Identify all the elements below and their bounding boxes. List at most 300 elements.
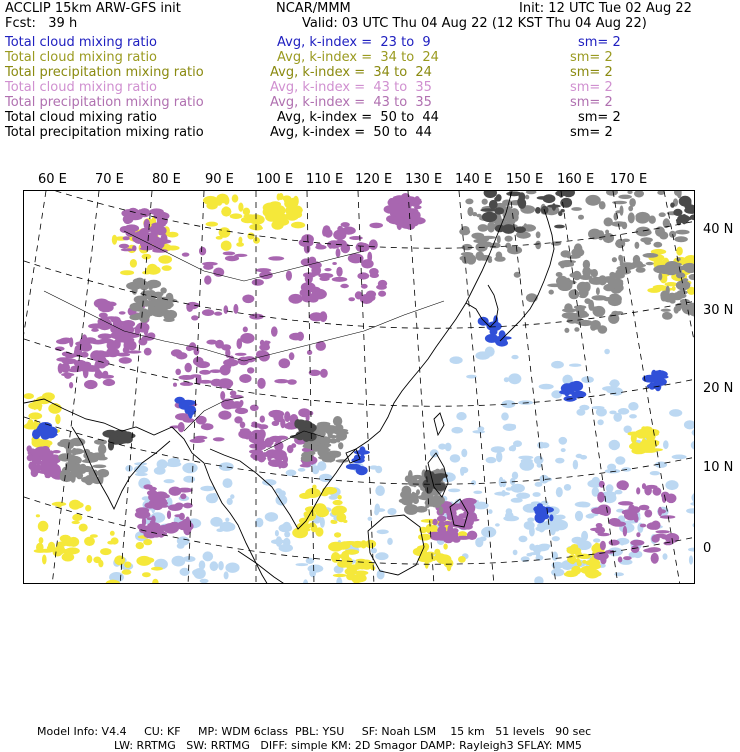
cloud-cell: [334, 532, 341, 537]
cloud-cell: [515, 226, 526, 233]
cloud-cell: [610, 387, 623, 395]
cloud-cell: [168, 504, 183, 511]
cloud-cell: [27, 455, 34, 462]
cloud-cell: [166, 232, 178, 238]
cloud-cell: [691, 440, 695, 450]
cloud-cell: [570, 381, 583, 391]
cloud-cell: [257, 378, 265, 389]
cloud-cell: [68, 369, 81, 373]
cloud-cell: [332, 262, 337, 265]
cloud-cell: [485, 347, 495, 357]
cloud-cell: [276, 436, 288, 440]
init-time: Init: 12 UTC Tue 02 Aug 22: [519, 1, 692, 16]
field-0-sm: sm= 2: [578, 35, 621, 50]
cloud-cell: [279, 524, 293, 532]
cloud-cell: [535, 207, 541, 214]
cloud-cell: [369, 465, 378, 469]
footer-resolution: 15 km: [450, 725, 485, 738]
cloud-cell: [655, 530, 670, 533]
cloud-cell: [322, 228, 327, 237]
cloud-cell: [676, 280, 691, 290]
cloud-cell: [653, 242, 662, 248]
cloud-cell: [26, 422, 33, 429]
cloud-cell: [534, 545, 549, 552]
cloud-cell: [56, 339, 69, 344]
lon-label: 110 E: [306, 172, 343, 187]
cloud-cell: [331, 520, 335, 524]
cloud-cell: [413, 493, 419, 501]
cloud-cell: [144, 348, 152, 356]
cloud-cell: [210, 517, 222, 527]
cloud-cell: [287, 379, 297, 385]
field-1-name: Total cloud mixing ratio: [5, 50, 157, 65]
cloud-cell: [387, 508, 396, 515]
cloud-cell: [166, 461, 181, 467]
cloud-cell: [596, 287, 600, 295]
meridian-line: [408, 191, 434, 584]
cloud-cell: [336, 577, 342, 584]
cloud-cell: [127, 350, 142, 353]
cloud-cell: [616, 269, 631, 275]
taiwan-coastline: [434, 413, 444, 435]
cloud-cell: [89, 469, 94, 477]
cloud-cell: [665, 533, 679, 543]
cloud-cell: [622, 239, 630, 242]
cloud-cell: [433, 491, 438, 495]
cloud-cell: [101, 354, 105, 361]
cloud-cell: [669, 409, 682, 417]
field-6-name: Total precipitation mixing ratio: [5, 125, 204, 140]
cloud-cell: [513, 550, 518, 556]
cloud-cell: [555, 458, 564, 464]
cloud-cell: [72, 521, 80, 524]
footer-cu: CU: KF: [144, 725, 180, 738]
cloud-cell: [526, 191, 537, 194]
cloud-cell: [647, 547, 661, 552]
cloud-cell: [525, 195, 529, 200]
cloud-cell: [676, 247, 683, 256]
cloud-cell: [621, 486, 627, 490]
cloud-cell: [590, 305, 595, 311]
cloud-cell: [299, 493, 312, 499]
cloud-cell: [337, 495, 341, 500]
cloud-cell: [608, 313, 619, 324]
cloud-cell: [235, 353, 247, 356]
cloud-cell: [511, 484, 525, 493]
cloud-cell: [156, 239, 171, 244]
cloud-cell: [497, 235, 501, 243]
cloud-cell: [361, 259, 374, 268]
cloud-cell: [692, 522, 695, 529]
cloud-cell: [620, 541, 624, 545]
cloud-cell: [628, 206, 633, 212]
cloud-cell: [689, 555, 693, 564]
cloud-cell: [606, 191, 618, 196]
lon-label: 60 E: [38, 172, 67, 187]
cloud-cell: [566, 547, 577, 550]
cloud-cell: [368, 517, 373, 521]
cloud-cell: [69, 382, 73, 388]
lon-label: 160 E: [557, 172, 594, 187]
cloud-cell: [225, 563, 239, 573]
cloud-cell: [333, 230, 346, 241]
cloud-cell: [577, 393, 586, 396]
cloud-cell: [333, 506, 347, 515]
cloud-cell: [291, 222, 305, 229]
cloud-cell: [535, 241, 541, 250]
cloud-cell: [148, 305, 155, 311]
cloud-cell: [79, 524, 88, 532]
cloud-cell: [559, 437, 568, 445]
cloud-cell: [336, 459, 349, 462]
cloud-cell: [119, 244, 129, 249]
cloud-cell: [351, 458, 364, 464]
lon-label: 140 E: [455, 172, 492, 187]
cloud-cell: [306, 558, 314, 564]
cloud-cell: [646, 262, 654, 265]
cloud-cell: [367, 252, 372, 263]
cloud-cell: [151, 516, 156, 524]
cloud-cell: [265, 512, 278, 522]
cloud-cell: [413, 547, 427, 556]
cloud-cell: [534, 576, 543, 584]
cloud-cell: [259, 344, 270, 351]
cloud-cell: [68, 466, 84, 471]
cloud-cell: [213, 437, 225, 441]
cloud-cell: [315, 527, 323, 536]
cloud-cell: [151, 567, 163, 571]
cloud-cell: [332, 277, 348, 282]
cloud-cell: [591, 269, 598, 277]
cloud-cell: [216, 194, 228, 204]
cloud-cell: [369, 239, 378, 250]
cloud-cell: [674, 306, 679, 314]
sumatra-coastline: [238, 551, 286, 584]
cloud-cell: [488, 509, 492, 514]
cloud-cell: [214, 312, 222, 316]
cloud-cell: [203, 264, 213, 270]
cloud-cell: [180, 568, 190, 576]
cloud-cell: [309, 261, 322, 269]
cloud-cell: [355, 291, 363, 299]
cloud-cell: [280, 418, 285, 428]
cloud-cell: [206, 340, 217, 345]
cloud-cell: [628, 432, 643, 436]
cloud-cell: [232, 194, 239, 202]
cloud-cell: [618, 255, 622, 261]
cloud-cell: [519, 192, 526, 201]
cloud-cell: [172, 556, 186, 567]
cloud-cell: [650, 471, 660, 475]
cloud-cell: [227, 498, 233, 505]
cloud-cell: [488, 258, 493, 263]
cloud-cell: [206, 493, 218, 503]
cloud-cell: [60, 365, 65, 368]
cloud-cell: [681, 304, 686, 311]
cloud-cell: [206, 222, 218, 227]
lat-label: 30 N: [703, 303, 733, 318]
cloud-cell: [653, 375, 668, 379]
field-1-sm: sm= 2: [570, 50, 613, 65]
cloud-cell: [569, 364, 581, 367]
cloud-cell: [336, 267, 342, 277]
cloud-cell: [609, 540, 620, 546]
cloud-cell: [100, 548, 111, 555]
cloud-cell: [672, 286, 676, 291]
cloud-cell: [484, 191, 497, 198]
cloud-cell: [250, 405, 259, 411]
cloud-cell: [147, 530, 154, 537]
cloud-cell: [135, 473, 148, 476]
cloud-cell: [534, 456, 544, 464]
cloud-cell: [604, 217, 613, 226]
cloud-cell: [238, 237, 242, 244]
footer-diff: DIFF: simple: [260, 739, 327, 752]
cloud-cell: [271, 539, 285, 544]
cloud-cell: [338, 428, 343, 431]
cloud-cell: [156, 501, 168, 507]
cloud-cell: [317, 446, 324, 449]
cloud-cell: [234, 254, 247, 257]
cloud-cell: [562, 308, 577, 312]
cloud-cell: [318, 273, 333, 278]
cloud-cell: [593, 538, 600, 542]
cloud-cell: [183, 476, 195, 483]
cloud-cell: [329, 495, 338, 500]
cloud-cell: [628, 212, 635, 223]
cloud-cell: [387, 538, 393, 545]
cloud-cell: [148, 487, 157, 491]
cloud-cell: [552, 536, 560, 541]
cloud-cell: [686, 508, 695, 513]
cloud-cell: [642, 483, 646, 489]
cloud-cell: [135, 511, 151, 519]
cloud-cell: [299, 238, 314, 247]
cloud-cell: [662, 312, 673, 320]
cloud-cell: [275, 463, 288, 466]
cloud-cell: [137, 524, 145, 530]
cloud-cell: [287, 445, 294, 453]
field-4-name: Total precipitation mixing ratio: [5, 95, 204, 110]
lon-label: 90 E: [205, 172, 234, 187]
cloud-cell: [690, 502, 695, 506]
cloud-cell: [130, 259, 137, 268]
cloud-cell: [505, 236, 513, 242]
cloud-cell: [252, 279, 264, 286]
cloud-cell: [143, 325, 148, 335]
cloud-cell: [682, 278, 688, 281]
cloud-cell: [221, 344, 231, 350]
cloud-cell: [328, 542, 343, 552]
cloud-cell: [496, 194, 502, 201]
cloud-cell: [171, 349, 182, 356]
cloud-cell: [344, 549, 359, 554]
cloud-cell: [152, 579, 158, 584]
cloud-cell: [341, 243, 351, 253]
cloud-cell: [185, 363, 192, 373]
cloud-cell: [651, 553, 659, 564]
cloud-cell: [641, 426, 646, 432]
cloud-cell: [120, 270, 134, 275]
footer-lw: LW: RRTMG: [114, 739, 176, 752]
cloud-cell: [188, 411, 192, 417]
cloud-cell: [459, 228, 470, 235]
cloud-cell: [597, 419, 603, 425]
cloud-cell: [143, 539, 152, 545]
cloud-cell: [502, 200, 512, 206]
cloud-cell: [235, 408, 248, 414]
cloud-cell: [157, 459, 168, 469]
cloud-cell: [52, 450, 60, 453]
cloud-cell: [279, 358, 291, 368]
cloud-cell: [462, 244, 473, 250]
footer-line-2: [107, 726, 582, 752]
cloud-cell: [600, 556, 606, 564]
footer-sw: SW: RRTMG: [186, 739, 250, 752]
cloud-cell: [218, 561, 224, 570]
cloud-cell: [38, 440, 52, 447]
cloud-cell: [199, 247, 206, 256]
cloud-cell: [134, 296, 148, 304]
cloud-cell: [179, 399, 183, 404]
cloud-cell: [566, 199, 572, 207]
cloud-cell: [149, 208, 164, 215]
cloud-cell: [629, 443, 642, 450]
cloud-cell: [618, 501, 633, 505]
cloud-cell: [185, 517, 189, 525]
cloud-cell: [28, 412, 42, 419]
cloud-cell: [630, 540, 644, 546]
cloud-cell: [69, 500, 81, 510]
cloud-cell: [62, 553, 75, 562]
cloud-cell: [300, 464, 311, 468]
cloud-cell: [585, 195, 600, 206]
cloud-cell: [292, 206, 302, 216]
cloud-cell: [110, 316, 120, 322]
cloud-cell: [132, 284, 138, 295]
cloud-cell: [190, 439, 205, 443]
cloud-cell: [629, 198, 636, 207]
cloud-cell: [333, 416, 342, 426]
lat-label: 20 N: [703, 381, 733, 396]
cloud-cell: [574, 327, 579, 332]
cloud-cell: [507, 246, 522, 254]
cloud-cell: [316, 243, 322, 247]
cloud-cell: [123, 236, 130, 240]
cloud-cell: [29, 462, 35, 468]
cloud-cell: [177, 543, 185, 549]
cloud-cell: [91, 328, 99, 332]
cloud-cell: [196, 416, 207, 425]
cloud-cell: [142, 271, 151, 275]
field-3-name: Total cloud mixing ratio: [5, 80, 157, 95]
cloud-cell: [584, 298, 591, 304]
footer-damp: DAMP: Rayleigh3: [420, 739, 514, 752]
cloud-cell: [255, 518, 263, 527]
cloud-cell: [289, 333, 303, 341]
cloud-cell: [200, 579, 209, 583]
lon-label: 170 E: [610, 172, 647, 187]
cloud-cell: [346, 573, 355, 580]
cloud-cell: [162, 265, 172, 271]
cloud-cell: [599, 201, 606, 209]
cloud-cell: [36, 427, 45, 433]
footer-levels: 51 levels: [495, 725, 544, 738]
cloud-cell: [683, 217, 693, 221]
cloud-cell: [511, 424, 516, 428]
cloud-cell: [645, 242, 651, 245]
cloud-cell: [554, 225, 565, 229]
cloud-cell: [618, 557, 623, 563]
cloud-cell: [24, 393, 34, 399]
cloud-cell: [247, 233, 254, 240]
cloud-cell: [265, 444, 272, 447]
cloud-cell: [42, 555, 47, 565]
cloud-cell: [600, 541, 606, 550]
cloud-cell: [220, 391, 225, 400]
cloud-cell: [91, 452, 105, 458]
cloud-cell: [119, 311, 126, 314]
cloud-cell: [557, 281, 572, 291]
cloud-cell: [223, 478, 233, 488]
cloud-cell: [224, 305, 229, 314]
field-0-name: Total cloud mixing ratio: [5, 35, 157, 50]
cloud-cell: [376, 285, 387, 290]
cloud-cell: [476, 214, 481, 218]
cloud-cell: [240, 428, 250, 432]
cloud-cell: [539, 384, 554, 390]
cloud-cell: [216, 236, 223, 240]
cloud-cell: [458, 556, 466, 563]
cloud-cell: [636, 227, 651, 237]
cloud-cell: [333, 500, 343, 505]
cloud-cell: [541, 442, 550, 448]
cloud-cell: [672, 455, 687, 460]
cloud-cell: [369, 268, 379, 276]
cloud-cell: [494, 256, 505, 262]
cloud-cell: [135, 278, 145, 285]
cloud-cell: [636, 532, 640, 537]
cloud-cell: [598, 325, 608, 334]
cloud-cell: [473, 491, 482, 494]
cloud-cell: [612, 201, 627, 204]
cloud-cell: [655, 226, 665, 236]
cloud-cell: [308, 565, 324, 573]
cloud-cell: [658, 509, 666, 513]
lon-label: 130 E: [405, 172, 442, 187]
cloud-cell: [610, 379, 620, 388]
cloud-cell: [98, 333, 113, 339]
cloud-cell: [502, 479, 507, 487]
cloud-cell: [608, 518, 620, 525]
cloud-cell: [491, 446, 505, 453]
cloud-cell: [175, 369, 181, 375]
cloud-cell: [279, 544, 293, 552]
field-2-sm: sm= 2: [570, 65, 613, 80]
weather-map: [23, 190, 695, 584]
cloud-cell: [275, 530, 279, 536]
cloud-cell: [670, 202, 675, 207]
field-6-sm: sm= 2: [570, 125, 613, 140]
cloud-cell: [331, 552, 340, 563]
cloud-cell: [494, 207, 504, 214]
cloud-cell: [536, 231, 541, 238]
cloud-cell: [400, 206, 408, 217]
cloud-cell: [665, 269, 678, 276]
cloud-cell: [276, 495, 288, 506]
cloud-cell: [64, 372, 72, 379]
cloud-cell: [635, 242, 640, 249]
